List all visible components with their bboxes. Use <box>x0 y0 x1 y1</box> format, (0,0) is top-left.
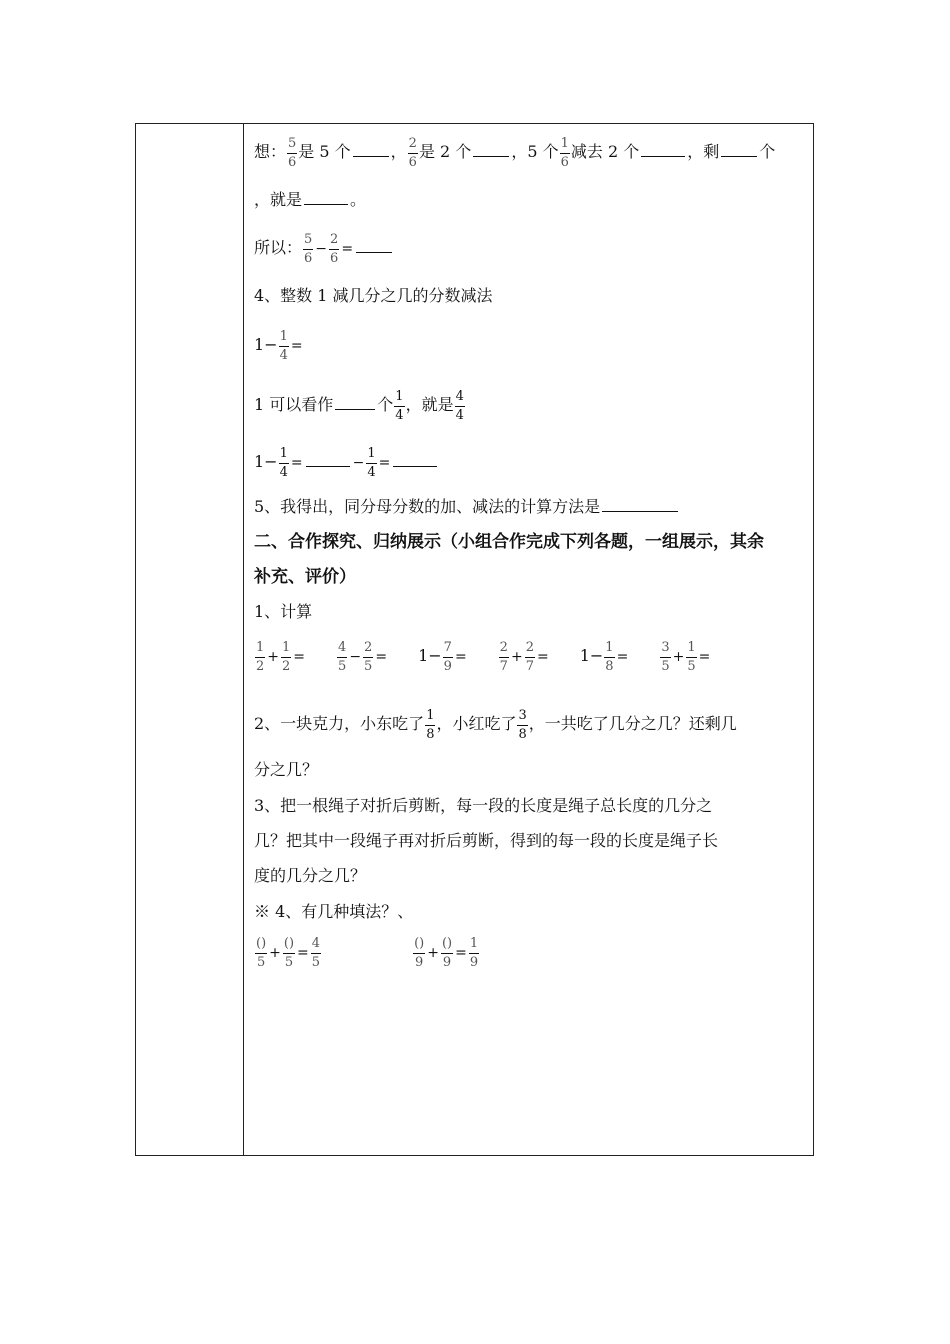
one-minus-quarter: 1− $\frac{1}{4}$ = <box>254 329 303 363</box>
section-two-heading-cont: 补充、评价） <box>254 567 356 587</box>
section-two-heading: 二、合作探究、归纳展示（小组合作完成下列各题，一组展示，其余 <box>254 532 764 552</box>
therefore-line: 所以： $\frac{5}{6}$ − $\frac{2}{6}$ = <box>254 232 394 265</box>
q2-text-cont: 分之几？ <box>254 760 319 779</box>
expr-4: $\frac{2}{7}$ + $\frac{2}{7}$ = <box>499 640 549 674</box>
think-label: 想： <box>254 142 287 161</box>
q4-expr-a: $\frac{()}{5}$ + $\frac{()}{5}$ = $\frac{4}{5}$ <box>256 936 321 970</box>
q3-text-1: 3、把一根绳子对折后剪断，每一段的长度是绳子总长度的几分之 <box>254 796 713 815</box>
fraction-1-4: $\frac{1}{4}$ <box>395 389 404 423</box>
answer-blank[interactable] <box>356 238 392 253</box>
fraction-4-4: $\frac{4}{4}$ <box>455 389 464 423</box>
fraction-3-8: $\frac{3}{8}$ <box>518 708 527 742</box>
q4-title: ※ 4、有几种填法？、 <box>254 902 414 921</box>
q4-expr-b: $\frac{()}{9}$ + $\frac{()}{9}$ = $\frac{1}{9}$ <box>414 936 479 970</box>
fraction-5-6: $\frac{5}{6}$ <box>288 136 297 170</box>
answer-blank[interactable] <box>335 395 375 410</box>
answer-blank[interactable] <box>473 142 509 157</box>
answer-blank[interactable] <box>721 142 757 157</box>
think-line: 想： $\frac{5}{6}$ 是 5 个 ， $\frac{2}{6}$ 是 2 个 ，5 个 $\frac{1}{6}$ 减去 2 个 ，剩 个 <box>254 136 776 170</box>
expr-2: $\frac{4}{5}$ − $\frac{2}{5}$ = <box>338 640 388 674</box>
fraction-2-6: $\frac{2}{6}$ <box>330 232 339 266</box>
fraction-1-4: $\frac{1}{4}$ <box>367 446 376 480</box>
q2-text: 2、一块克力，小东吃了 $\frac{1}{8}$ ，小红吃了 $\frac{3}{8}$ ，一共吃了几分之几？还剩几 <box>254 708 737 742</box>
expr-1: $\frac{1}{2}$ + $\frac{1}{2}$ = <box>256 640 306 674</box>
q1-expressions <box>254 640 711 673</box>
worksheet-table <box>135 123 814 1156</box>
q3-text-2: 几？把其中一段绳子再对折后剪断，得到的每一段的长度是绳子长 <box>254 831 719 850</box>
section-4-title: 4、整数 1 减几分之几的分数减法 <box>254 286 493 305</box>
expr-3: 1− $\frac{7}{9}$ = <box>418 640 467 674</box>
q3-text-3: 度的几分之几？ <box>254 866 367 885</box>
q1-title: 1、计算 <box>254 602 313 621</box>
expr-6: $\frac{3}{5}$ + $\frac{1}{5}$ = <box>661 640 711 674</box>
conclusion-line: 5、我得出，同分母分数的加、减法的计算方法是 <box>254 497 680 517</box>
expr-5: 1− $\frac{1}{8}$ = <box>579 640 629 674</box>
fraction-1-6: $\frac{1}{6}$ <box>560 136 569 170</box>
answer-blank[interactable] <box>306 452 350 467</box>
fraction-1-4: $\frac{1}{4}$ <box>279 446 288 480</box>
fraction-5-6: $\frac{5}{6}$ <box>304 232 313 266</box>
so-it-is-line: ，就是 。 <box>254 190 367 209</box>
fraction-1-4: $\frac{1}{4}$ <box>279 329 288 363</box>
answer-blank[interactable] <box>641 142 685 157</box>
answer-blank[interactable] <box>602 497 678 512</box>
fraction-1-8: $\frac{1}{8}$ <box>426 708 435 742</box>
column-divider <box>243 124 244 1155</box>
fraction-2-6: $\frac{2}{6}$ <box>408 136 417 170</box>
answer-blank[interactable] <box>393 452 437 467</box>
q4-expressions <box>254 936 480 969</box>
one-minus-quarter-steps: 1− $\frac{1}{4}$ = − $\frac{1}{4}$ = <box>254 446 439 479</box>
one-as-quarters-line: 1 可以看作 个 $\frac{1}{4}$ ，就是 $\frac{4}{4}$ <box>254 389 464 423</box>
answer-blank[interactable] <box>353 142 389 157</box>
answer-blank[interactable] <box>304 190 348 205</box>
